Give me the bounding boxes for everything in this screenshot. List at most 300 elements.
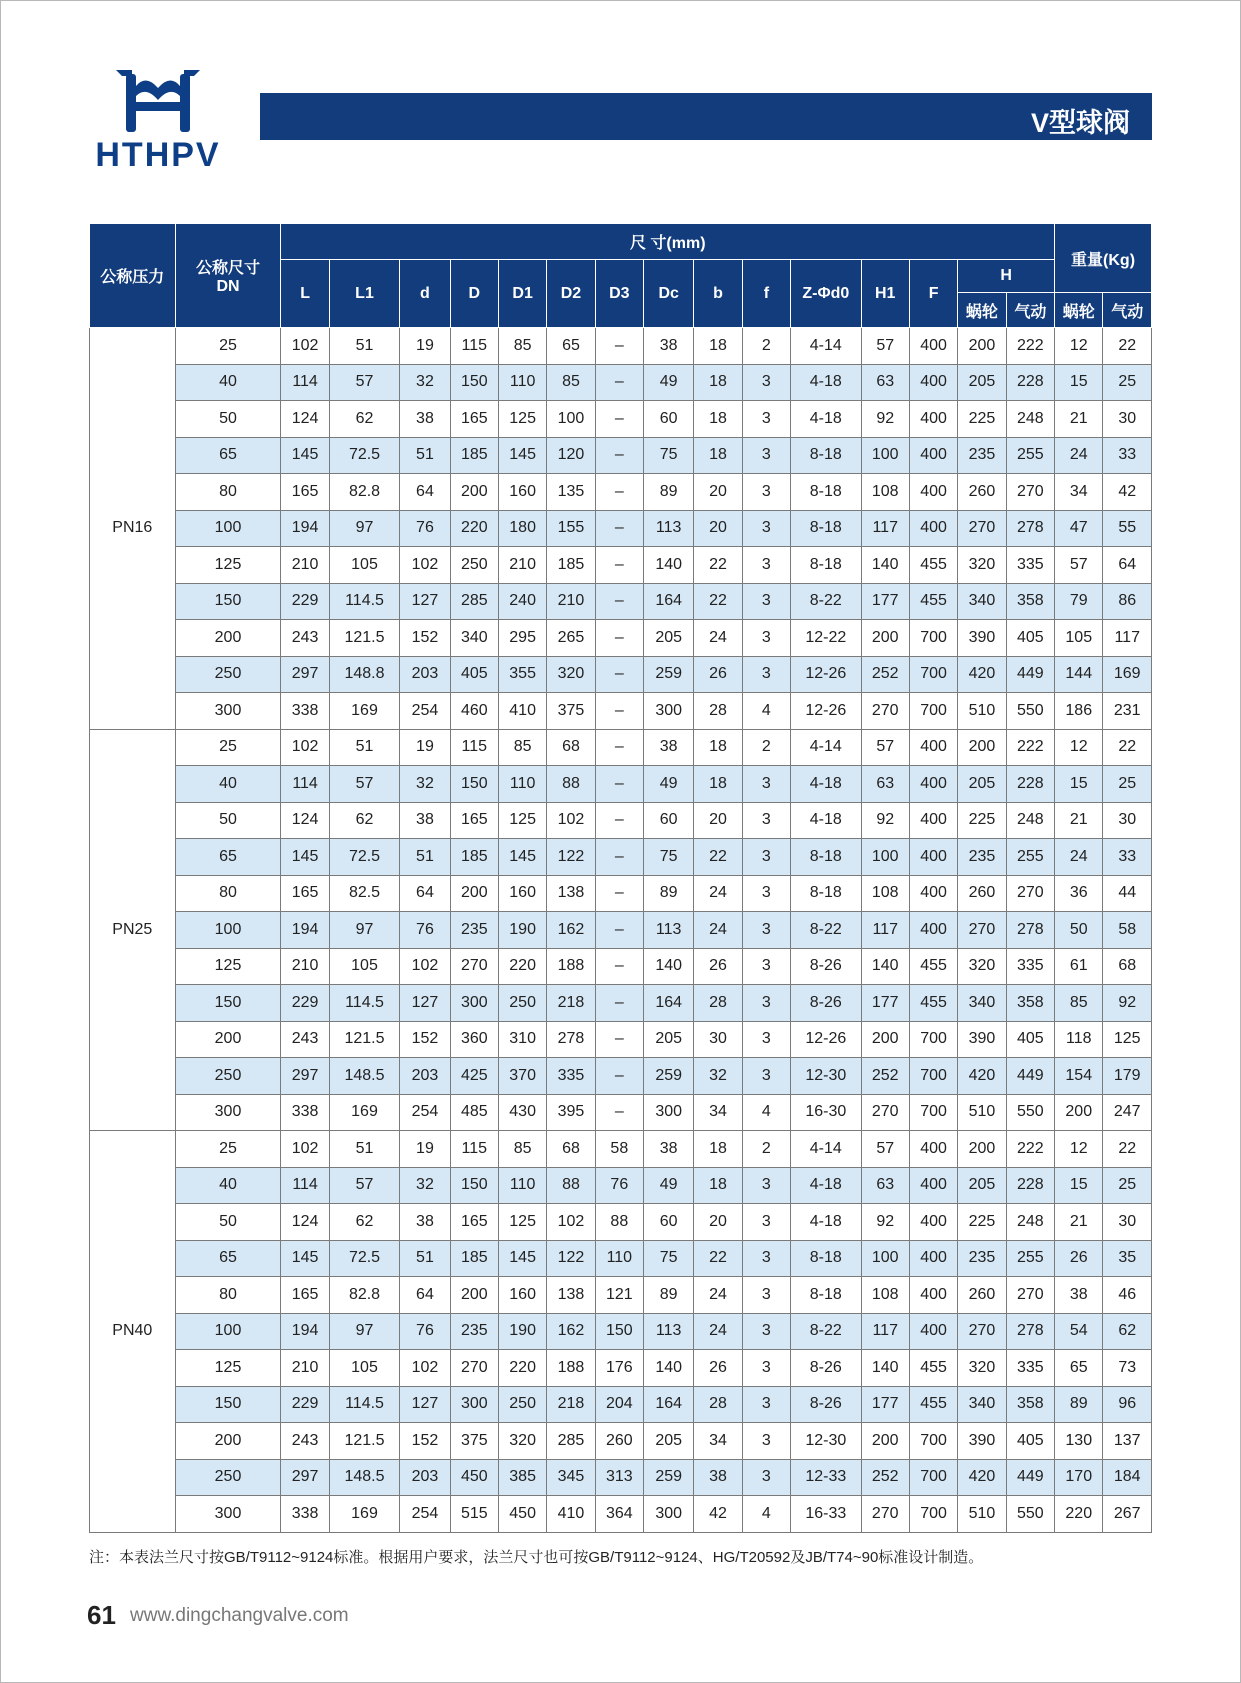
table-cell: 4-18: [791, 1204, 862, 1241]
table-cell: 3: [742, 547, 790, 584]
table-cell: 21: [1055, 802, 1103, 839]
table-cell: 12-30: [791, 1058, 862, 1095]
table-cell: 140: [861, 1350, 909, 1387]
table-cell: 22: [694, 1240, 742, 1277]
table-cell: 102: [400, 948, 450, 985]
table-cell: 42: [1103, 474, 1152, 511]
table-cell: 425: [450, 1058, 498, 1095]
table-row: [90, 839, 1152, 876]
table-cell: 254: [400, 693, 450, 730]
table-cell: 203: [400, 1459, 450, 1496]
table-cell: 20: [694, 510, 742, 547]
header-h-worm: 蜗轮: [958, 293, 1006, 328]
table-cell: 205: [644, 1021, 694, 1058]
table-cell: 30: [1103, 802, 1152, 839]
table-cell: 114: [281, 766, 329, 803]
table-cell: 22: [1103, 729, 1152, 766]
table-cell: 259: [644, 1459, 694, 1496]
table-cell: 400: [909, 802, 957, 839]
table-cell: 28: [694, 1386, 742, 1423]
table-cell: 3: [742, 1167, 790, 1204]
table-cell: 97: [329, 510, 400, 547]
table-cell: 220: [498, 948, 546, 985]
table-cell: 125: [498, 401, 546, 438]
table-cell: 200: [175, 1423, 281, 1460]
table-cell: 92: [1103, 985, 1152, 1022]
table-cell: 4: [742, 1094, 790, 1131]
table-cell: 250: [450, 547, 498, 584]
table-cell: 259: [644, 656, 694, 693]
table-cell: 510: [958, 693, 1006, 730]
table-cell: 76: [400, 912, 450, 949]
table-cell: 205: [644, 620, 694, 657]
table-cell: 57: [329, 364, 400, 401]
table-cell: 185: [450, 1240, 498, 1277]
table-cell: 455: [909, 547, 957, 584]
website-url: www.dingchangvalve.com: [130, 1605, 349, 1626]
table-cell: 51: [400, 437, 450, 474]
header-pressure: 公称压力: [90, 224, 176, 328]
table-cell: 210: [281, 1350, 329, 1387]
table-row: [90, 620, 1152, 657]
table-cell: 395: [547, 1094, 595, 1131]
table-cell: 165: [281, 875, 329, 912]
table-cell: 38: [694, 1459, 742, 1496]
table-cell: 320: [958, 948, 1006, 985]
table-cell: 252: [861, 1058, 909, 1095]
table-cell: 700: [909, 620, 957, 657]
table-cell: 243: [281, 1021, 329, 1058]
table-cell: 190: [498, 1313, 546, 1350]
table-cell: 358: [1006, 583, 1055, 620]
table-cell: 375: [547, 693, 595, 730]
table-cell: 140: [644, 547, 694, 584]
table-cell: 4-18: [791, 1167, 862, 1204]
table-cell: 2: [742, 1131, 790, 1168]
table-cell: 700: [909, 1058, 957, 1095]
table-cell: 3: [742, 510, 790, 547]
table-cell: 3: [742, 1058, 790, 1095]
table-cell: 250: [498, 1386, 546, 1423]
table-cell: 231: [1103, 693, 1152, 730]
table-cell: 410: [498, 693, 546, 730]
table-cell: 400: [909, 401, 957, 438]
table-cell: 400: [909, 1167, 957, 1204]
table-cell: 51: [329, 729, 400, 766]
table-cell: 50: [1055, 912, 1103, 949]
table-cell: 3: [742, 364, 790, 401]
table-row: [90, 1021, 1152, 1058]
table-cell: 267: [1103, 1496, 1152, 1533]
header-col-D: D: [450, 260, 498, 328]
header-col-D3: D3: [595, 260, 643, 328]
table-cell: 320: [498, 1423, 546, 1460]
table-row: [90, 1131, 1152, 1168]
table-cell: 12-26: [791, 1021, 862, 1058]
table-cell: 455: [909, 948, 957, 985]
table-cell: 92: [861, 401, 909, 438]
table-cell: 145: [281, 839, 329, 876]
table-cell: 80: [175, 875, 281, 912]
table-cell: 400: [909, 729, 957, 766]
table-cell: 117: [861, 912, 909, 949]
table-cell: 160: [498, 875, 546, 912]
table-row: [90, 510, 1152, 547]
table-cell: 76: [595, 1167, 643, 1204]
table-cell: 72.5: [329, 437, 400, 474]
table-cell: 3: [742, 1313, 790, 1350]
table-cell: 278: [547, 1021, 595, 1058]
table-cell: 85: [498, 1131, 546, 1168]
table-cell: –: [595, 437, 643, 474]
table-cell: 204: [595, 1386, 643, 1423]
table-cell: 194: [281, 912, 329, 949]
header-weight: 重量(Kg): [1055, 224, 1152, 293]
table-cell: 82.8: [329, 474, 400, 511]
table-cell: 190: [498, 912, 546, 949]
table-cell: 152: [400, 1021, 450, 1058]
table-cell: 278: [1006, 912, 1055, 949]
table-cell: 222: [1006, 328, 1055, 365]
table-row: [90, 948, 1152, 985]
table-cell: 24: [694, 875, 742, 912]
table-cell: 16-33: [791, 1496, 862, 1533]
header-col-H: H: [958, 260, 1055, 293]
table-cell: 185: [547, 547, 595, 584]
table-cell: 210: [498, 547, 546, 584]
pressure-cell: PN25: [90, 729, 176, 1131]
table-cell: 405: [450, 656, 498, 693]
table-cell: 140: [861, 948, 909, 985]
table-cell: 300: [175, 1496, 281, 1533]
table-cell: 455: [909, 583, 957, 620]
table-cell: 4-18: [791, 766, 862, 803]
table-cell: 405: [1006, 1021, 1055, 1058]
table-cell: 370: [498, 1058, 546, 1095]
table-cell: 145: [281, 1240, 329, 1277]
table-cell: 24: [694, 912, 742, 949]
table-cell: 65: [175, 437, 281, 474]
table-cell: 79: [1055, 583, 1103, 620]
table-cell: –: [595, 839, 643, 876]
header-col-D2: D2: [547, 260, 595, 328]
table-cell: 229: [281, 1386, 329, 1423]
table-cell: 225: [958, 401, 1006, 438]
table-cell: 164: [644, 985, 694, 1022]
table-row: [90, 401, 1152, 438]
table-cell: 88: [595, 1204, 643, 1241]
footnote: 注：本表法兰尺寸按GB/T9112~9124标准。根据用户要求，法兰尺寸也可按GB/T9112~9124、HG/T20592及JB/T74~90标准设计制造。: [89, 1549, 984, 1566]
table-cell: 400: [909, 328, 957, 365]
table-cell: 12-33: [791, 1459, 862, 1496]
header-col-b: b: [694, 260, 742, 328]
table-cell: 38: [400, 401, 450, 438]
table-cell: 18: [694, 437, 742, 474]
table-cell: –: [595, 985, 643, 1022]
table-cell: 170: [1055, 1459, 1103, 1496]
table-cell: 18: [694, 1131, 742, 1168]
table-cell: 89: [644, 875, 694, 912]
table-cell: 420: [958, 1058, 1006, 1095]
table-cell: 140: [861, 547, 909, 584]
table-row: [90, 802, 1152, 839]
table-cell: 225: [958, 1204, 1006, 1241]
table-cell: 235: [958, 437, 1006, 474]
table-cell: 300: [644, 1094, 694, 1131]
table-cell: 250: [175, 1058, 281, 1095]
table-cell: 300: [450, 985, 498, 1022]
table-cell: 3: [742, 1386, 790, 1423]
table-cell: 515: [450, 1496, 498, 1533]
table-cell: –: [595, 620, 643, 657]
table-row: [90, 729, 1152, 766]
table-cell: 97: [329, 912, 400, 949]
table-cell: 222: [1006, 729, 1055, 766]
table-cell: 117: [861, 1313, 909, 1350]
table-cell: 155: [547, 510, 595, 547]
table-cell: 335: [1006, 547, 1055, 584]
table-cell: 400: [909, 1131, 957, 1168]
table-cell: 400: [909, 1313, 957, 1350]
table-cell: 124: [281, 802, 329, 839]
table-cell: 19: [400, 1131, 450, 1168]
table-cell: 62: [329, 401, 400, 438]
table-cell: 121.5: [329, 1021, 400, 1058]
table-cell: 150: [450, 364, 498, 401]
table-cell: 138: [547, 1277, 595, 1314]
table-cell: 22: [694, 583, 742, 620]
table-cell: 247: [1103, 1094, 1152, 1131]
table-cell: 3: [742, 1277, 790, 1314]
table-cell: 300: [450, 1386, 498, 1423]
table-cell: 21: [1055, 401, 1103, 438]
table-cell: 51: [400, 1240, 450, 1277]
table-cell: 4-14: [791, 1131, 862, 1168]
table-cell: 65: [547, 328, 595, 365]
table-cell: 270: [958, 510, 1006, 547]
table-cell: 169: [329, 1496, 400, 1533]
table-cell: 68: [1103, 948, 1152, 985]
table-cell: 335: [547, 1058, 595, 1095]
table-cell: 165: [281, 1277, 329, 1314]
header-col-Z: Z-Φd0: [791, 260, 862, 328]
table-cell: 385: [498, 1459, 546, 1496]
table-cell: 270: [861, 1496, 909, 1533]
table-cell: 85: [547, 364, 595, 401]
table-cell: 200: [958, 729, 1006, 766]
table-cell: 270: [958, 1313, 1006, 1350]
table-cell: 4-14: [791, 729, 862, 766]
table-cell: 34: [694, 1094, 742, 1131]
table-cell: 18: [694, 1167, 742, 1204]
table-cell: 200: [861, 1423, 909, 1460]
table-cell: 127: [400, 1386, 450, 1423]
table-cell: –: [595, 875, 643, 912]
table-row: [90, 1496, 1152, 1533]
table-cell: 410: [547, 1496, 595, 1533]
table-cell: 114.5: [329, 1386, 400, 1423]
table-cell: 270: [958, 912, 1006, 949]
table-cell: 390: [958, 1021, 1006, 1058]
table-cell: 150: [175, 985, 281, 1022]
table-cell: 225: [958, 802, 1006, 839]
table-cell: 121: [595, 1277, 643, 1314]
table-cell: 55: [1103, 510, 1152, 547]
table-cell: 113: [644, 912, 694, 949]
table-cell: –: [595, 328, 643, 365]
table-cell: 145: [498, 1240, 546, 1277]
table-row: [90, 985, 1152, 1022]
table-cell: 76: [400, 1313, 450, 1350]
table-cell: 420: [958, 1459, 1006, 1496]
table-cell: 400: [909, 766, 957, 803]
table-cell: 150: [450, 766, 498, 803]
header-col-L1: L1: [329, 260, 400, 328]
table-cell: 8-26: [791, 985, 862, 1022]
table-cell: 26: [694, 656, 742, 693]
table-cell: 165: [450, 401, 498, 438]
table-cell: 2: [742, 328, 790, 365]
table-cell: 200: [861, 620, 909, 657]
table-cell: 358: [1006, 1386, 1055, 1423]
table-cell: 235: [450, 912, 498, 949]
table-cell: 100: [861, 839, 909, 876]
table-cell: 25: [1103, 1167, 1152, 1204]
table-cell: 8-18: [791, 1277, 862, 1314]
table-cell: 3: [742, 766, 790, 803]
table-cell: 340: [958, 1386, 1006, 1423]
table-cell: 148.5: [329, 1459, 400, 1496]
table-cell: 75: [644, 839, 694, 876]
table-cell: 8-18: [791, 839, 862, 876]
table-cell: 700: [909, 1496, 957, 1533]
spec-table: [89, 223, 1152, 1533]
table-cell: 122: [547, 1240, 595, 1277]
table-cell: 89: [644, 474, 694, 511]
table-cell: 110: [595, 1240, 643, 1277]
table-cell: 54: [1055, 1313, 1103, 1350]
table-cell: 121.5: [329, 620, 400, 657]
table-cell: 405: [1006, 620, 1055, 657]
table-cell: 390: [958, 620, 1006, 657]
table-cell: –: [595, 401, 643, 438]
table-cell: 335: [1006, 1350, 1055, 1387]
table-row: [90, 766, 1152, 803]
table-cell: 12-26: [791, 656, 862, 693]
table-cell: 228: [1006, 364, 1055, 401]
table-cell: 177: [861, 583, 909, 620]
table-cell: 63: [861, 1167, 909, 1204]
table-cell: 32: [400, 1167, 450, 1204]
table-row: [90, 1350, 1152, 1387]
pressure-cell: PN40: [90, 1131, 176, 1533]
table-cell: 8-26: [791, 1386, 862, 1423]
table-cell: 176: [595, 1350, 643, 1387]
table-cell: 400: [909, 1240, 957, 1277]
table-cell: 20: [694, 802, 742, 839]
header-col-H1: H1: [861, 260, 909, 328]
table-cell: 338: [281, 693, 329, 730]
table-cell: 550: [1006, 1496, 1055, 1533]
table-cell: 145: [498, 839, 546, 876]
table-cell: 58: [595, 1131, 643, 1168]
table-row: [90, 583, 1152, 620]
table-cell: 8-18: [791, 474, 862, 511]
table-cell: 28: [694, 985, 742, 1022]
table-cell: 138: [547, 875, 595, 912]
table-cell: 62: [1103, 1313, 1152, 1350]
table-cell: 25: [1103, 766, 1152, 803]
table-cell: 50: [175, 802, 281, 839]
table-cell: 57: [329, 766, 400, 803]
table-cell: 100: [547, 401, 595, 438]
table-cell: 28: [694, 693, 742, 730]
table-cell: 22: [1103, 328, 1152, 365]
table-cell: 22: [1103, 1131, 1152, 1168]
table-cell: 313: [595, 1459, 643, 1496]
table-cell: 455: [909, 1386, 957, 1423]
table-cell: 60: [644, 1204, 694, 1241]
table-cell: 169: [1103, 656, 1152, 693]
table-cell: 85: [1055, 985, 1103, 1022]
table-cell: 358: [1006, 985, 1055, 1022]
table-cell: 12: [1055, 328, 1103, 365]
table-cell: 105: [1055, 620, 1103, 657]
table-cell: 92: [861, 802, 909, 839]
table-cell: 125: [175, 547, 281, 584]
table-cell: 25: [175, 1131, 281, 1168]
table-cell: 80: [175, 474, 281, 511]
table-cell: 375: [450, 1423, 498, 1460]
table-cell: 285: [547, 1423, 595, 1460]
table-cell: 85: [498, 328, 546, 365]
table-cell: 300: [175, 1094, 281, 1131]
table-cell: –: [595, 912, 643, 949]
table-cell: 150: [595, 1313, 643, 1350]
table-cell: 34: [694, 1423, 742, 1460]
table-cell: 4-18: [791, 364, 862, 401]
table-cell: 40: [175, 766, 281, 803]
table-cell: 44: [1103, 875, 1152, 912]
table-cell: –: [595, 474, 643, 511]
table-cell: 243: [281, 620, 329, 657]
table-cell: 22: [694, 839, 742, 876]
table-cell: 35: [1103, 1240, 1152, 1277]
table-cell: 185: [450, 839, 498, 876]
table-row: [90, 1313, 1152, 1350]
table-cell: 113: [644, 510, 694, 547]
table-cell: 88: [547, 766, 595, 803]
table-cell: 235: [958, 839, 1006, 876]
table-cell: 235: [450, 1313, 498, 1350]
table-cell: 115: [450, 328, 498, 365]
table-cell: 4: [742, 1496, 790, 1533]
table-cell: 162: [547, 1313, 595, 1350]
table-cell: 270: [450, 1350, 498, 1387]
header-col-D1: D1: [498, 260, 546, 328]
table-cell: 700: [909, 656, 957, 693]
table-cell: 169: [329, 693, 400, 730]
table-row: [90, 364, 1152, 401]
table-cell: 122: [547, 839, 595, 876]
table-cell: 177: [861, 1386, 909, 1423]
table-cell: 3: [742, 1204, 790, 1241]
table-cell: 140: [644, 1350, 694, 1387]
table-cell: 218: [547, 985, 595, 1022]
header-size: [175, 224, 281, 328]
table-cell: 364: [595, 1496, 643, 1533]
table-cell: 205: [644, 1423, 694, 1460]
